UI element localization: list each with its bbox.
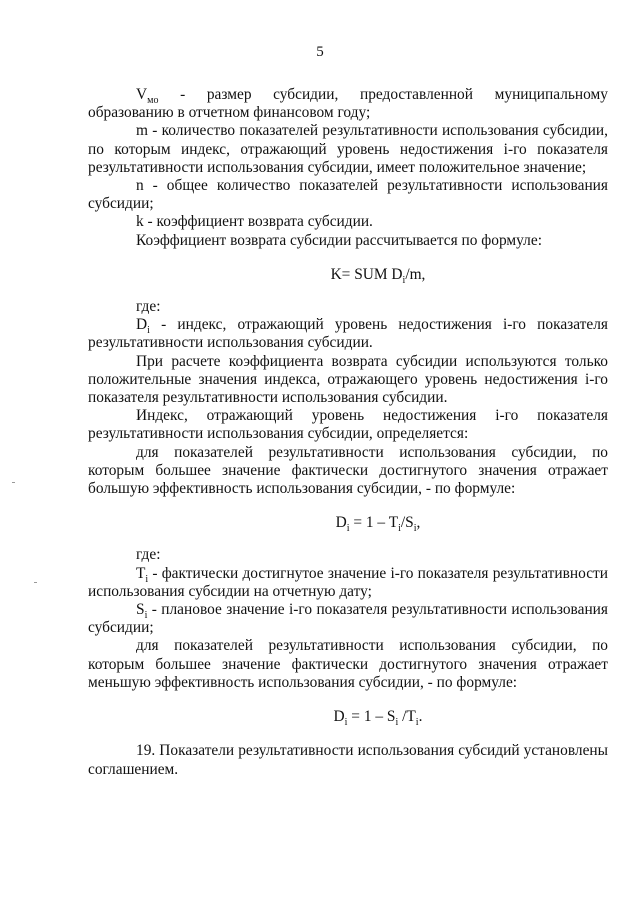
- page-number: 5: [316, 44, 324, 60]
- paragraph-v-mo: $V_{мо}$ - размер субсидии, предоставленной муниципальному образованию в отчетном финансовом году;: [88, 86, 608, 122]
- paragraph-n: n - общее количество показателей результативности использования субсидии;: [88, 177, 608, 213]
- margin-mark: [12, 482, 15, 483]
- formula-d-greater: $D_i = 1 - T_i/S_i$,: [335, 514, 421, 535]
- paragraph-k: k - коэффициент возврата субсидии.: [136, 213, 373, 231]
- formula-d-lesser: $D_i = 1 - S_i$ $/T_i$.: [333, 708, 423, 729]
- paragraph-case-greater-better: для показателей результативности использования субсидии, по которым большее значение фактически достигнутого значения отражает большую эффективность использования субсидии, - по формуле:: [88, 443, 608, 498]
- paragraph-d-i: $D_i$ - индекс, отражающий уровень недостижения i-го показателя результативности использования субсидии.: [88, 316, 608, 352]
- paragraph-s-i: $S_i$ - плановое значение i-го показателя результативности использования субсидии;: [88, 601, 608, 637]
- paragraph-positive-values: При расчете коэффициента возврата субсидии используются только положительные значения индекса, отражающего уровень недостижения i-го показателя результативности использования субсидии.: [88, 352, 608, 407]
- paragraph-case-greater-worse: для показателей результативности использования субсидии, по которым большее значение фактически достигнутого значения отражает меньшую эффективность использования субсидии, - по формуле:: [88, 637, 608, 691]
- paragraph-index-defined: Индекс, отражающий уровень недостижения i-го показателя результативности использования субсидии, определяется:: [88, 407, 608, 443]
- paragraph-t-i: $T_i$ - фактически достигнутое значение i-го показателя результативности использования субсидии на отчетную дату;: [88, 564, 608, 600]
- formula-k: K= SUM $D_i/m$,: [330, 265, 426, 286]
- document-body: [88, 86, 608, 779]
- where-label-1: где:: [136, 298, 161, 316]
- margin-mark: [34, 582, 37, 583]
- paragraph-m: m - количество показателей результативности использования субсидии, по которым индекс, отражающий уровень недостижения i-го показателя результативности использования субсидии, имеет положительное значение;: [88, 122, 608, 176]
- paragraph-coef-formula-intro: Коэффициент возврата субсидии рассчитывается по формуле:: [136, 231, 542, 249]
- paragraph-19: 19. Показатели результативности использования субсидий установлены соглашением.: [88, 742, 608, 778]
- where-label-2: где:: [136, 546, 161, 564]
